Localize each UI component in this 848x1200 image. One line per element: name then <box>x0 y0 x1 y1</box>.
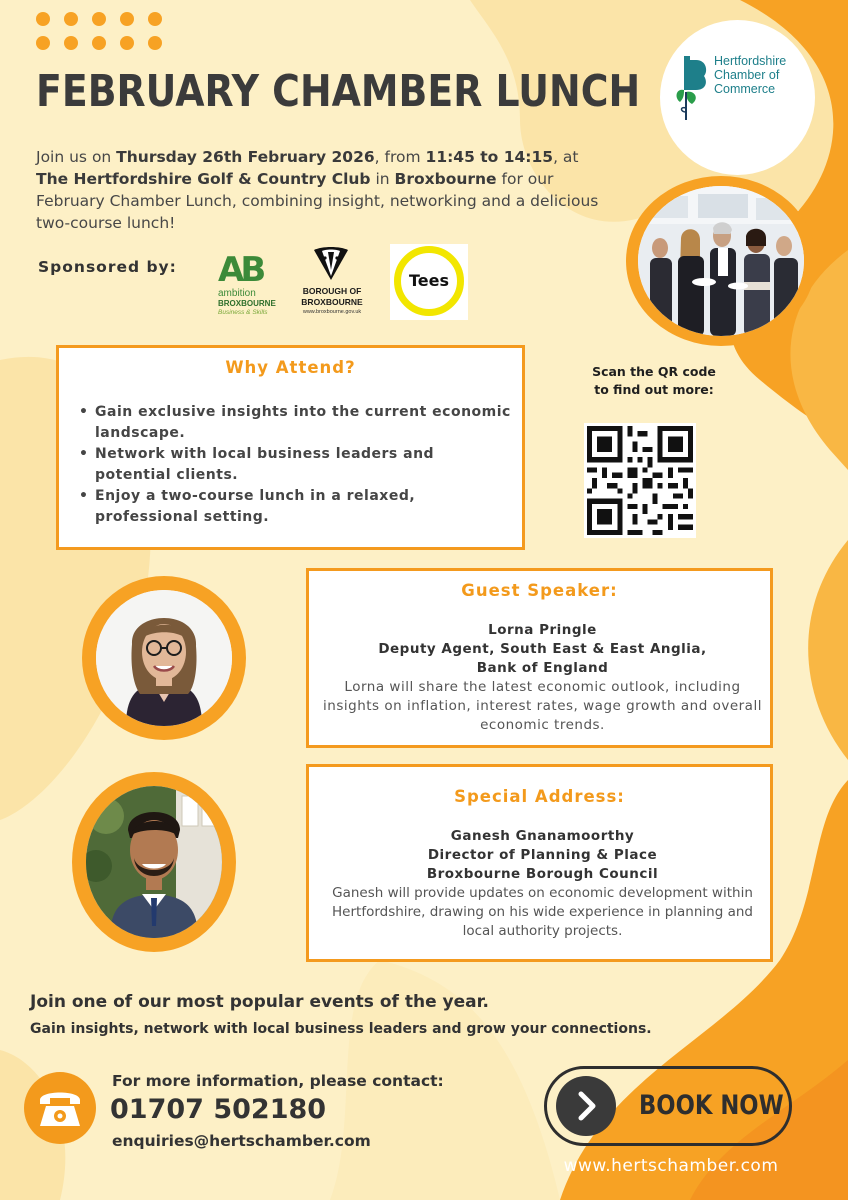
phone-icon <box>36 1086 84 1130</box>
list-item: • Network with local business leaders and potential clients. <box>75 444 515 486</box>
special-address-photo-image <box>86 786 222 938</box>
guest-speaker-photo <box>82 576 246 740</box>
event-venue: The Hertfordshire Golf & Country Club <box>36 170 371 188</box>
guest-speaker-box <box>306 568 773 748</box>
footer-headline: Join one of our most popular events of the year. <box>30 992 490 1012</box>
intro-part: in <box>370 170 395 188</box>
tees-name: Tees <box>408 271 449 290</box>
guest-speaker-description: Lorna will share the latest economic outlook, including insights on inflation, interest rates, wage growth and overall economic trends. <box>323 679 762 733</box>
special-address-heading: Special Address: <box>454 787 625 806</box>
special-address-name: Ganesh Gnanamoorthy <box>450 828 635 844</box>
guest-speaker-details <box>319 621 766 735</box>
guest-speaker-heading: Guest Speaker: <box>461 581 618 600</box>
ambition-line: Business & Skills <box>218 309 268 316</box>
networking-photo <box>626 176 816 346</box>
contact-email[interactable]: enquiries@hertschamber.com <box>112 1132 371 1150</box>
special-address-photo <box>72 772 236 952</box>
book-now-button[interactable] <box>544 1066 792 1146</box>
networking-photo-image <box>638 186 804 336</box>
list-item: • Gain exclusive insights into the current economic landscape. <box>75 402 515 444</box>
dots-decoration <box>36 12 172 50</box>
list-item: • Enjoy a two-course lunch in a relaxed, professional setting. <box>75 486 515 528</box>
guest-speaker-name: Lorna Pringle <box>488 622 597 638</box>
guest-speaker-org: Bank of England <box>476 660 609 676</box>
special-address-role: Director of Planning & Place <box>427 847 658 863</box>
chamber-logo[interactable] <box>660 20 815 175</box>
ambition-line: BROXBOURNE <box>218 299 276 308</box>
event-date: Thursday 26th February 2026 <box>116 148 375 166</box>
chamber-logo-text <box>714 54 814 96</box>
special-address-description: Ganesh will provide updates on economic development within Hertfordshire, drawing on his wide experience in planning and local authority projects. <box>332 885 753 939</box>
book-now-label: BOOK NOW <box>639 1090 784 1121</box>
badger-icon <box>310 246 352 282</box>
guest-speaker-role: Deputy Agent, South East & East Anglia, <box>378 641 707 657</box>
guest-speaker-photo-image <box>96 590 232 726</box>
sponsor-logo-tees[interactable] <box>390 244 468 320</box>
ambition-line: ambition <box>218 288 256 299</box>
borough-line: BROXBOURNE <box>301 297 363 307</box>
qr-caption-line: to find out more: <box>594 382 714 397</box>
logo-line: Commerce <box>714 82 776 96</box>
qr-code[interactable] <box>584 423 696 538</box>
footer-subline: Gain insights, network with local business leaders and grow your connections. <box>30 1021 652 1037</box>
contact-label: For more information, please contact: <box>112 1072 444 1090</box>
phone-icon-circle <box>24 1072 96 1144</box>
qr-caption-line: Scan the QR code <box>592 364 716 379</box>
special-address-box <box>306 764 773 962</box>
contact-phone[interactable]: 01707 502180 <box>110 1094 327 1125</box>
event-time: 11:45 to 14:15 <box>425 148 554 166</box>
chamber-logo-icon <box>674 52 710 122</box>
sponsor-logo-ambition-broxbourne[interactable] <box>216 250 288 320</box>
logo-line: Hertfordshire <box>714 54 787 68</box>
special-address-details <box>319 827 766 941</box>
why-attend-heading: Why Attend? <box>225 358 356 377</box>
intro-text <box>36 146 626 234</box>
logo-line: Chamber of <box>714 68 780 82</box>
sponsor-logo-borough-of-broxbourne[interactable] <box>296 246 368 322</box>
intro-part: , from <box>374 148 426 166</box>
intro-part: Join us on <box>36 148 117 166</box>
intro-part: , at <box>553 148 579 166</box>
borough-line: www.broxbourne.gov.uk <box>302 309 362 315</box>
intro-part: for our February Chamber Lunch, combining insight, networking and a delicious two-course lunch! <box>36 170 599 232</box>
why-attend-list <box>75 402 515 528</box>
event-location: Broxbourne <box>394 170 497 188</box>
why-attend-box <box>56 345 525 550</box>
borough-line: BOROUGH OF <box>302 286 362 296</box>
website-link[interactable]: www.hertschamber.com <box>563 1156 779 1176</box>
special-address-org: Broxbourne Borough Council <box>426 866 659 882</box>
sponsored-by-label: Sponsored by: <box>38 258 177 276</box>
chevron-right-icon <box>556 1076 616 1136</box>
page-title: FEBRUARY CHAMBER LUNCH <box>36 66 641 117</box>
qr-caption <box>566 363 742 399</box>
ambition-letters: AB <box>218 250 263 290</box>
